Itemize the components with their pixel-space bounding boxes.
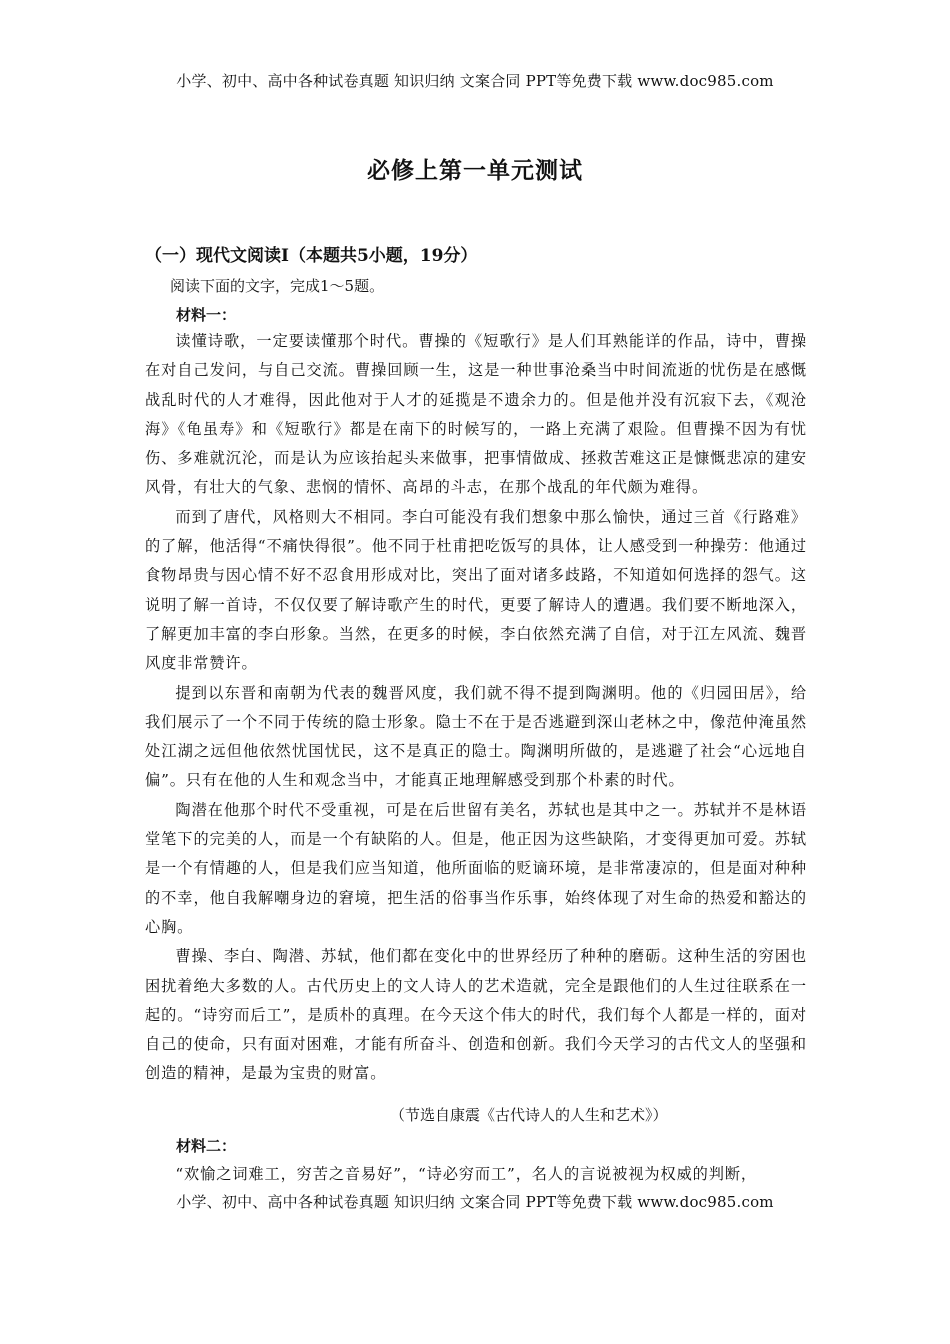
paragraph-taoyuanming: 提到以东晋和南朝为代表的魏晋风度，我们就不得不提到陶渊明。他的《归园田居》，给我们展示了一个不同于传统的隐士形象。隐士不在于是否逃避到深山老林之中，像范仲淹虽然处江湖之远但他依然忧国忧民，这不是真正的隐士。陶渊明所做的，是逃避了社会“心远地自偏”。只有在他的人生和观念当中，才能真正地理解感受到那个朴素的时代。 <box>145 683 807 790</box>
paragraph-caocao: 读懂诗歌，一定要读懂那个时代。曹操的《短歌行》是人们耳熟能详的作品，诗中，曹操在对自己发问，与自己交流。曹操回顾一生，这是一种世事沧桑当中时间流逝的忧伤是在感慨战乱时代的人才难得，因此他对于人才的延揽是不遗余力的。但是他并没有沉寂下去，《观沧海》《龟虽寿》和《短歌行》都是在南下的时候写的，一路上充满了艰险。但曹操不因为有忧伤、多难就沉沦，而是认为应该抬起头来做事，把事情做成、拯救苦难这正是慷慨悲凉的建安风骨，有壮大的气象、悲悯的情怀、高昂的斗志，在那个战乱的年代颇为难得。 <box>145 332 807 497</box>
page-title: 必修上第一单元测试 <box>367 157 583 184</box>
page-footer: 小学、初中、高中各种试卷真题 知识归纳 文案合同 PPT等免费下载 www.doc985.com <box>176 1193 774 1211</box>
paragraph-conclusion: 曹操、李白、陶潜、苏轼，他们都在变化中的世界经历了种种的磨砺。这种生活的穷困也困扰着绝大多数的人。古代历史上的文人诗人的艺术造就，完全是跟他们的人生过往联系在一起的。“诗穷而后工”，是质朴的真理。在今天这个伟大的时代，我们每个人都是一样的，面对自己的使命，只有面对困难，才能有所奋斗、创造和创新。我们今天学习的古代文人的坚强和创造的精神，是最为宝贵的财富。 <box>145 947 807 1083</box>
section-heading: （一）现代文阅读Ⅰ（本题共5小题，19分） <box>145 246 478 266</box>
page-header: 小学、初中、高中各种试卷真题 知识归纳 文案合同 PPT等免费下载 www.doc985.com <box>176 72 774 90</box>
material-two-label: 材料二： <box>176 1137 237 1155</box>
instruction-text: 阅读下面的文字，完成1～5题。 <box>170 277 385 295</box>
source-citation: （节选自康震《古代诗人的人生和艺术》） <box>390 1106 668 1124</box>
material-one-label: 材料一： <box>176 306 237 324</box>
material-two-first-line: “欢愉之词难工，穷苦之音易好”，“诗必穷而工”，名人的言说被视为权威的判断， <box>175 1165 758 1183</box>
material-one-body <box>145 327 807 1089</box>
paragraph-libai: 而到了唐代，风格则大不相同。李白可能没有我们想象中那么愉快，通过三首《行路难》的了解，他活得“不痛快得很”。他不同于杜甫把吃饭写的具体，让人感受到一种操劳：他通过食物昂贵与因心情不好不忍食用形成对比，突出了面对诸多歧路，不知道如何选择的怨气。这说明了解一首诗，不仅仅要了解诗歌产生的时代，更要了解诗人的遭遇。我们要不断地深入，了解更加丰富的李白形象。当然，在更多的时候，李白依然充满了自信，对于江左风流、魏晋风度非常赞许。 <box>145 507 807 673</box>
paragraph-sushi: 陶潜在他那个时代不受重视，可是在后世留有美名，苏轼也是其中之一。苏轼并不是林语堂笔下的完美的人，而是一个有缺陷的人。但是，他正因为这些缺陷，才变得更加可爱。苏轼是一个有情趣的人，但是我们应当知道，他所面临的贬谪环境，是非常凄凉的，但是面对种种的不幸，他自我解嘲身边的窘境，把生活的俗事当作乐事，始终体现了对生命的热爱和豁达的心胸。 <box>145 800 807 936</box>
